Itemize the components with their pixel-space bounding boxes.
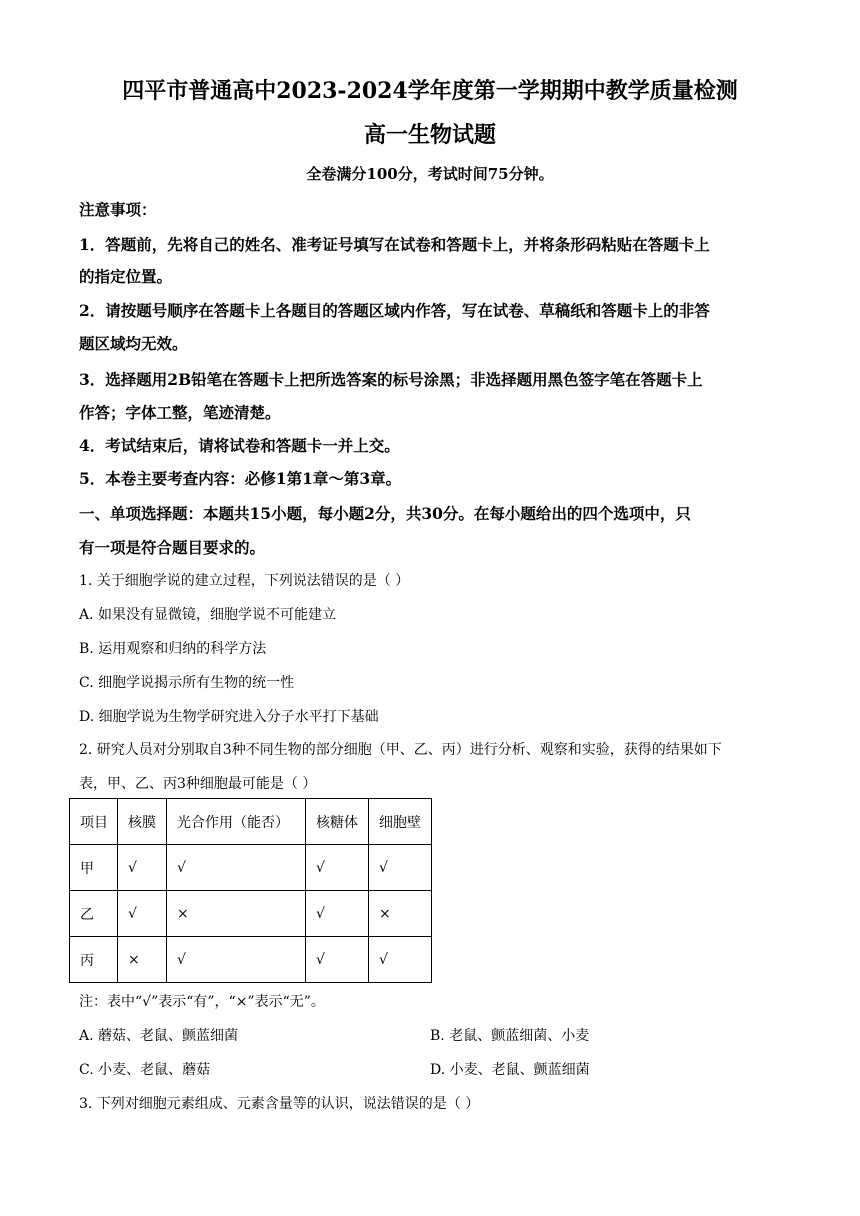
table-cell: √ <box>369 937 432 983</box>
table-header-cell: 光合作用（能否） <box>167 799 306 845</box>
table-cell: × <box>167 891 306 937</box>
table-cell: 甲 <box>70 845 118 891</box>
question-2-stem: 2. 研究人员对分别取自3种不同生物的部分细胞（甲、乙、丙）进行分析、观察和实验，获得的结果如下 <box>79 742 722 758</box>
table-header-cell: 细胞壁 <box>369 799 432 845</box>
table-row <box>70 891 432 937</box>
table-header-cell: 核膜 <box>118 799 167 845</box>
table-cell: 乙 <box>70 891 118 937</box>
table-header-row <box>70 799 432 845</box>
table-note: 注：表中“√”表示“有”，“×”表示“无”。 <box>79 994 325 1010</box>
table-cell: √ <box>167 845 306 891</box>
table-cell: √ <box>306 891 369 937</box>
question-2-option-d: D. 小麦、老鼠、颤蓝细菌 <box>430 1062 590 1078</box>
table-header-cell: 项目 <box>70 799 118 845</box>
note-line: 题区域均无效。 <box>79 334 188 353</box>
exam-title: 四平市普通高中2023-2024学年度第一学期期中教学质量检测 <box>122 78 738 104</box>
question-1-stem: 1. 关于细胞学说的建立过程，下列说法错误的是（ ） <box>79 573 410 589</box>
table-cell: √ <box>306 845 369 891</box>
note-line: 4．考试结束后，请将试卷和答题卡一并上交。 <box>79 436 400 455</box>
question-1-option-a: A. 如果没有显微镜，细胞学说不可能建立 <box>79 607 337 623</box>
table-row <box>70 845 432 891</box>
notes-heading: 注意事项： <box>79 200 157 219</box>
question-2-stem-cont: 表，甲、乙、丙3种细胞最可能是（ ） <box>79 776 317 792</box>
table-cell: 丙 <box>70 937 118 983</box>
exam-subtitle: 高一生物试题 <box>363 122 496 148</box>
question-1-option-c: C. 细胞学说揭示所有生物的统一性 <box>79 675 295 691</box>
table-cell: × <box>118 937 167 983</box>
exam-info: 全卷满分100分，考试时间75分钟。 <box>306 165 554 183</box>
question-1-option-b: B. 运用观察和归纳的科学方法 <box>79 641 267 657</box>
note-line: 的指定位置。 <box>79 267 173 286</box>
table-cell: √ <box>167 937 306 983</box>
question-3-stem: 3. 下列对细胞元素组成、元素含量等的认识，说法错误的是（ ） <box>79 1096 480 1112</box>
table-row <box>70 937 432 983</box>
question-1-option-d: D. 细胞学说为生物学研究进入分子水平打下基础 <box>79 709 379 725</box>
note-line: 3．选择题用2B铅笔在答题卡上把所选答案的标号涂黑；非选择题用黑色签字笔在答题卡上 <box>79 370 703 389</box>
section-heading: 一、单项选择题：本题共15小题，每小题2分，共30分。在每小题给出的四个选项中，只 <box>79 504 691 523</box>
question-2-option-a: A. 蘑菇、老鼠、颤蓝细菌 <box>79 1028 239 1044</box>
note-line: 5．本卷主要考查内容：必修1第1章～第3章。 <box>79 469 402 488</box>
question-2-option-c: C. 小麦、老鼠、蘑菇 <box>79 1062 211 1078</box>
table-cell: √ <box>369 845 432 891</box>
cell-comparison-table <box>69 798 432 983</box>
table-header-cell: 核糖体 <box>306 799 369 845</box>
table-cell: √ <box>306 937 369 983</box>
table-cell: √ <box>118 845 167 891</box>
section-heading-cont: 有一项是符合题目要求的。 <box>79 538 266 557</box>
table-cell: × <box>369 891 432 937</box>
question-2-option-b: B. 老鼠、颤蓝细菌、小麦 <box>430 1028 590 1044</box>
note-line: 1．答题前，先将自己的姓名、准考证号填写在试卷和答题卡上，并将条形码粘贴在答题卡上 <box>79 235 710 254</box>
table-cell: √ <box>118 891 167 937</box>
note-line: 作答；字体工整，笔迹清楚。 <box>79 403 281 422</box>
note-line: 2．请按题号顺序在答题卡上各题目的答题区域内作答，写在试卷、草稿纸和答题卡上的非答 <box>79 301 710 320</box>
